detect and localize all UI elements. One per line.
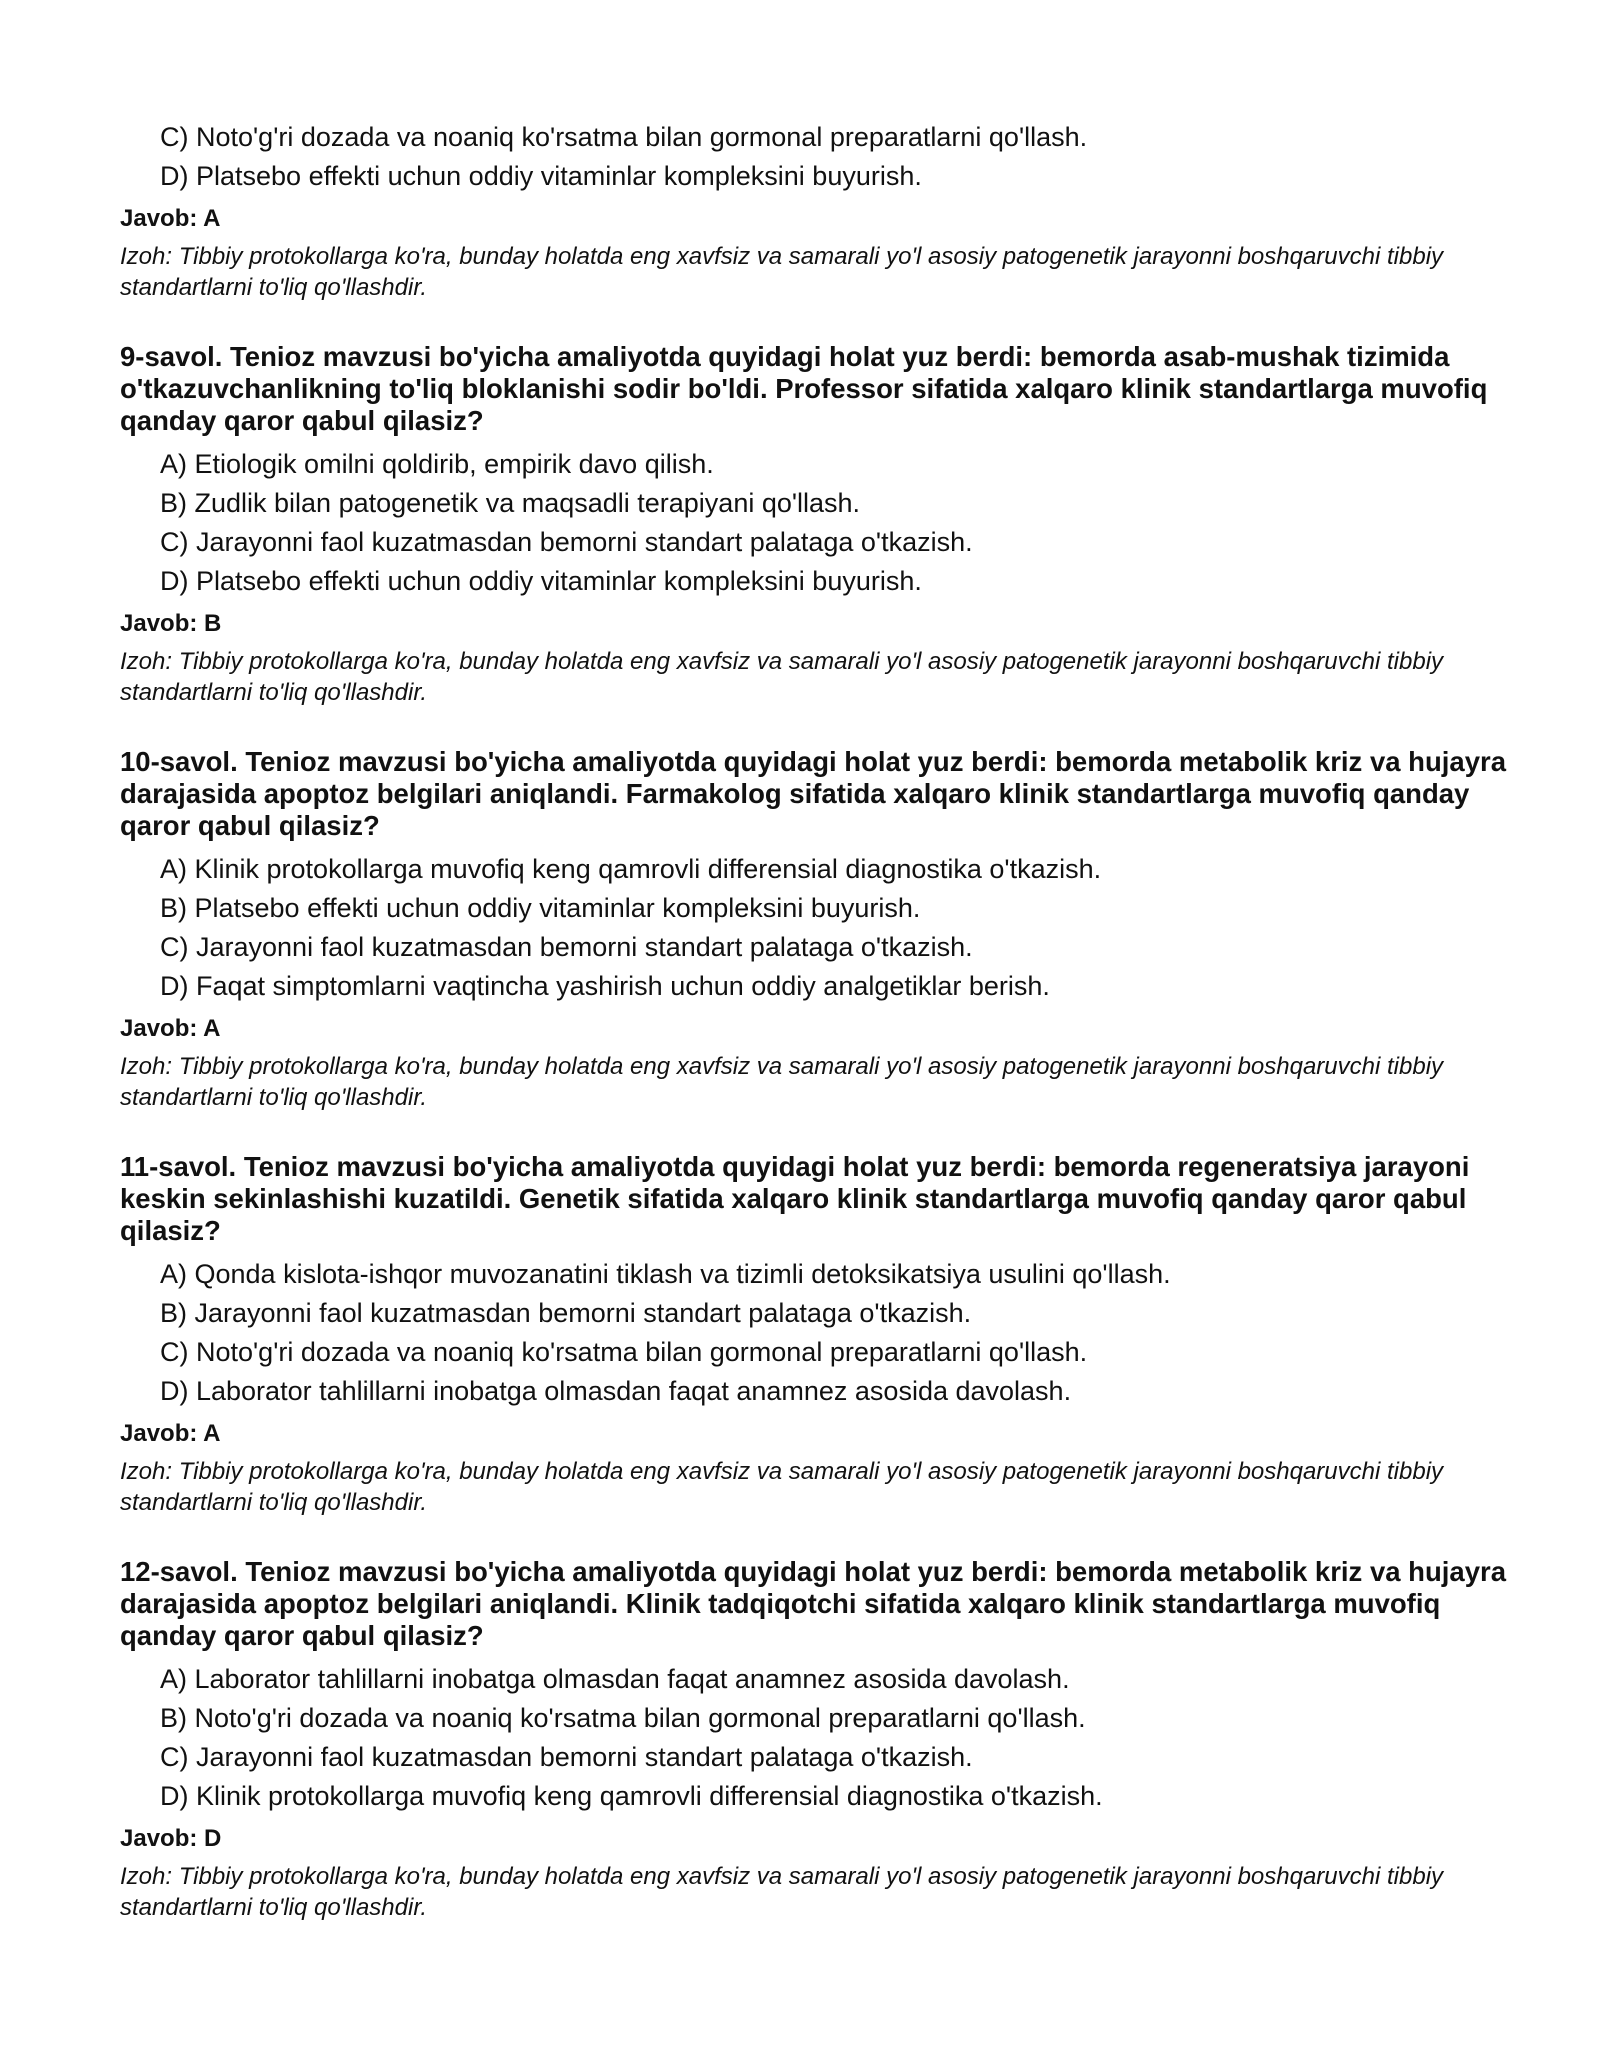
question-text: 11-savol. Tenioz mavzusi bo'yicha amaliyotda quyidagi holat yuz berdi: bemorda regeneratsiya jarayoni keskin sekinlashishi kuzatildi. Genetik sifatida xalqaro klinik standartlarga muvofiq qanday qaror qabul qilasiz? [120,1151,1470,1246]
explanation-note: Izoh: Tibbiy protokollarga ko'ra, bunday holatda eng xavfsiz va samarali yo'l asosiy patogenetik jarayonni boshqaruvchi tibbiy standartlarni to'liq qo'llashdir. [120,1458,1444,1516]
option-d: D) Platsebo effekti uchun oddiy vitaminlar kompleksini buyurish. [160,566,922,596]
option-d: D) Klinik protokollarga muvofiq keng qamrovli differensial diagnostika o'tkazish. [160,1781,1103,1811]
option-c: C) Jarayonni faol kuzatmasdan bemorni standart palataga o'tkazish. [160,527,973,557]
answer-label: Javob: A [120,205,221,232]
answer-label: Javob: B [120,610,222,637]
option-b: B) Zudlik bilan patogenetik va maqsadli terapiyani qo'llash. [160,488,861,518]
answer-label: Javob: A [120,1015,221,1042]
document-page [120,118,1510,1923]
option-a: A) Etiologik omilni qoldirib, empirik davo qilish. [160,449,714,479]
answer-label: Javob: A [120,1420,221,1447]
option-d: D) Faqat simptomlarni vaqtincha yashirish uchun oddiy analgetiklar berish. [160,971,1050,1001]
question-12 [120,1556,1510,1923]
option-d: D) Laborator tahlillarni inobatga olmasdan faqat anamnez asosida davolash. [160,1376,1072,1406]
option-b: B) Platsebo effekti uchun oddiy vitaminlar kompleksini buyurish. [160,893,921,923]
option-a: A) Qonda kislota-ishqor muvozanatini tiklash va tizimli detoksikatsiya usulini qo'llash. [160,1259,1171,1289]
option-a: A) Laborator tahlillarni inobatga olmasdan faqat anamnez asosida davolash. [160,1664,1070,1694]
explanation-note: Izoh: Tibbiy protokollarga ko'ra, bunday holatda eng xavfsiz va samarali yo'l asosiy patogenetik jarayonni boshqaruvchi tibbiy standartlarni to'liq qo'llashdir. [120,1053,1444,1111]
explanation-note: Izoh: Tibbiy protokollarga ko'ra, bunday holatda eng xavfsiz va samarali yo'l asosiy patogenetik jarayonni boshqaruvchi tibbiy standartlarni to'liq qo'llashdir. [120,243,1444,301]
question-10 [120,746,1510,1113]
option-c: C) Noto'g'ri dozada va noaniq ko'rsatma bilan gormonal preparatlarni qo'llash. [160,1337,1088,1367]
question-11 [120,1151,1510,1518]
question-text: 12-savol. Tenioz mavzusi bo'yicha amaliyotda quyidagi holat yuz berdi: bemorda metabolik kriz va hujayra darajasida apoptoz belgilari aniqlandi. Klinik tadqiqotchi sifatida xalqaro klinik standartlarga muvofiq qanday qaror qabul qilasiz? [120,1556,1506,1651]
explanation-note: Izoh: Tibbiy protokollarga ko'ra, bunday holatda eng xavfsiz va samarali yo'l asosiy patogenetik jarayonni boshqaruvchi tibbiy standartlarni to'liq qo'llashdir. [120,648,1444,706]
option-b: B) Noto'g'ri dozada va noaniq ko'rsatma bilan gormonal preparatlarni qo'llash. [160,1703,1086,1733]
question-8-continuation [120,118,1510,303]
question-text: 10-savol. Tenioz mavzusi bo'yicha amaliyotda quyidagi holat yuz berdi: bemorda metabolik kriz va hujayra darajasida apoptoz belgilari aniqlandi. Farmakolog sifatida xalqaro klinik standartlarga muvofiq qanday qaror qabul qilasiz? [120,746,1506,841]
option-a: A) Klinik protokollarga muvofiq keng qamrovli differensial diagnostika o'tkazish. [160,854,1102,884]
option-c: C) Noto'g'ri dozada va noaniq ko'rsatma bilan gormonal preparatlarni qo'llash. [160,122,1088,152]
explanation-note: Izoh: Tibbiy protokollarga ko'ra, bunday holatda eng xavfsiz va samarali yo'l asosiy patogenetik jarayonni boshqaruvchi tibbiy standartlarni to'liq qo'llashdir. [120,1863,1444,1921]
option-c: C) Jarayonni faol kuzatmasdan bemorni standart palataga o'tkazish. [160,932,973,962]
option-b: B) Jarayonni faol kuzatmasdan bemorni standart palataga o'tkazish. [160,1298,972,1328]
option-d: D) Platsebo effekti uchun oddiy vitaminlar kompleksini buyurish. [160,161,922,191]
question-9 [120,341,1510,708]
option-c: C) Jarayonni faol kuzatmasdan bemorni standart palataga o'tkazish. [160,1742,973,1772]
answer-label: Javob: D [120,1825,222,1852]
question-text: 9-savol. Tenioz mavzusi bo'yicha amaliyotda quyidagi holat yuz berdi: bemorda asab-mushak tizimida o'tkazuvchanlikning to'liq bloklanishi sodir bo'ldi. Professor sifatida xalqaro klinik standartlarga muvofiq qanday qaror qabul qilasiz? [120,341,1488,436]
